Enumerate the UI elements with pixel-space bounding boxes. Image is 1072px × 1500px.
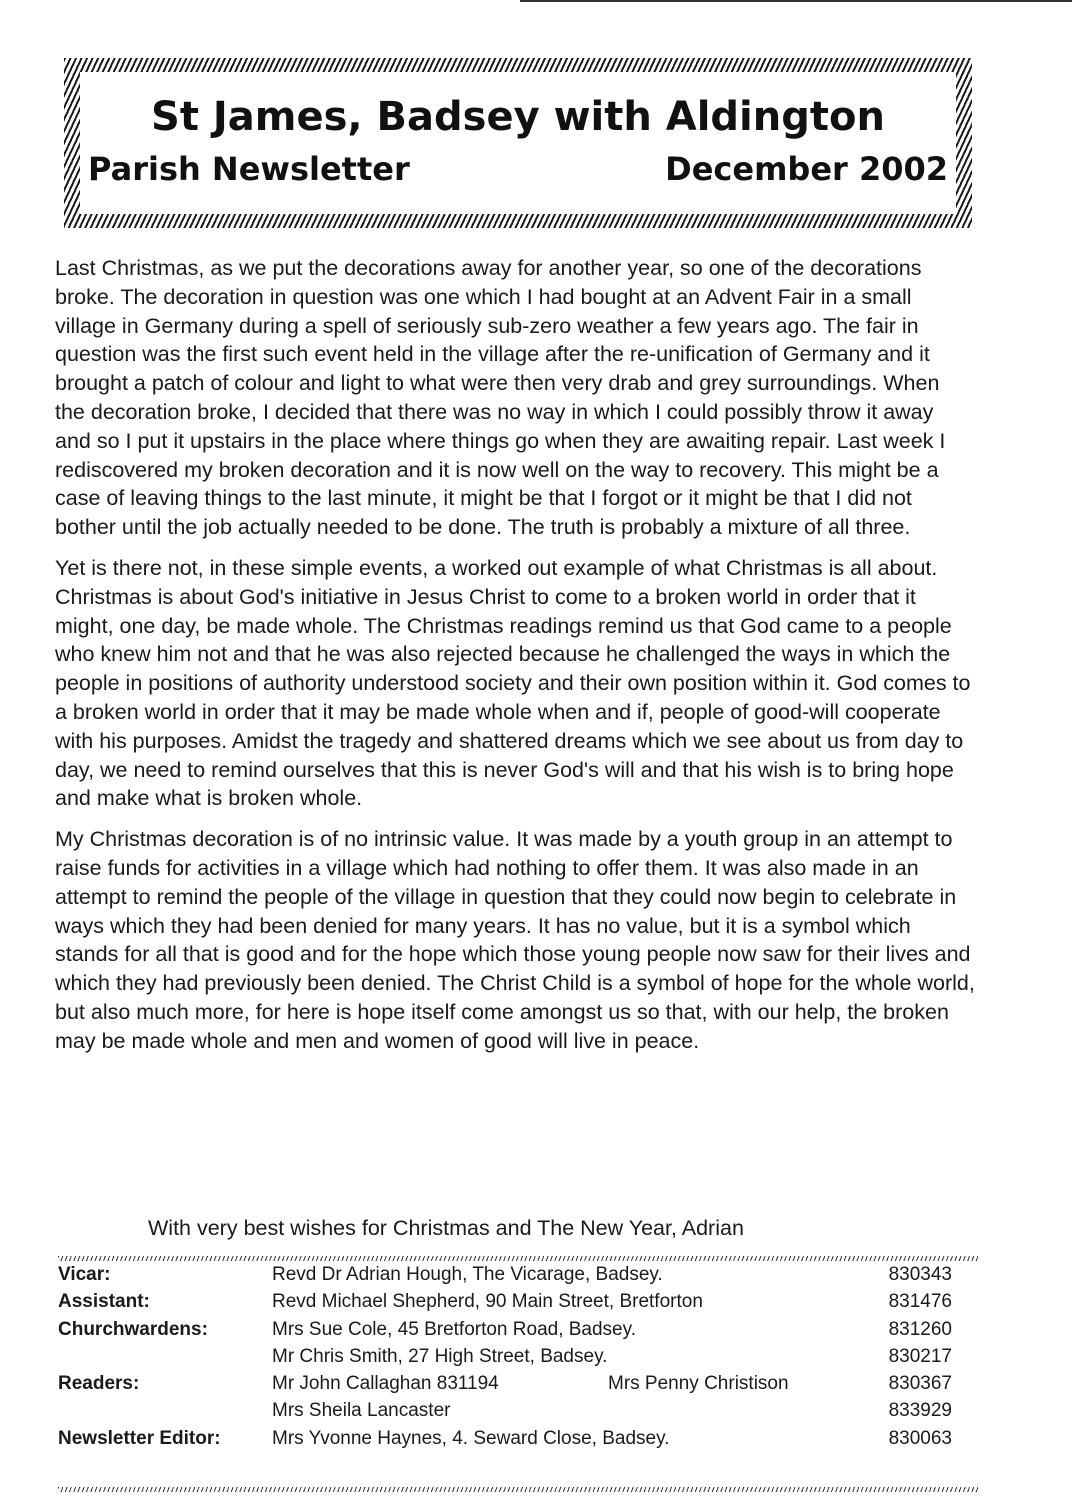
contact-details: Mr Chris Smith, 27 High Street, Badsey. bbox=[272, 1345, 608, 1367]
contacts-top-divider bbox=[58, 1256, 978, 1261]
contact-extra: Mrs Penny Christison bbox=[608, 1373, 789, 1395]
contacts-table bbox=[58, 1264, 958, 1455]
contacts-bottom-divider bbox=[58, 1487, 978, 1492]
masthead-box bbox=[64, 58, 972, 228]
contact-phone: 830343 bbox=[888, 1264, 952, 1285]
contact-details: Mr John Callaghan 831194 bbox=[272, 1373, 499, 1395]
contact-role: Newsletter Editor: bbox=[58, 1427, 221, 1449]
letter-body bbox=[55, 254, 975, 1068]
masthead-inner bbox=[80, 72, 956, 214]
contact-phone: 831260 bbox=[888, 1318, 952, 1340]
contact-phone: 830367 bbox=[888, 1373, 952, 1395]
top-edge-rule bbox=[520, 0, 1072, 2]
contact-role: Assistant: bbox=[58, 1291, 150, 1313]
contact-row bbox=[58, 1373, 958, 1400]
masthead-subtitle: Parish Newsletter bbox=[88, 150, 410, 188]
contact-details: Mrs Yvonne Haynes, 4. Seward Close, Badsey. bbox=[272, 1427, 670, 1449]
paragraph-2: Yet is there not, in these simple events, a worked out example of what Christmas is all about. Christmas is about God's initiative in Jesus Christ to come to a broken world in order that it might, one day, be made whole. The Christmas readings remind us that God came to a people who knew him not and that he was also rejected because he challenged the ways in which the people in positions of authority understood society and their own position within it. God comes to a broken world in order that it may be made whole when and if, people of good-will cooperate with his purposes. Amidst the tragedy and shattered dreams which we see about us from day to day, we need to remind ourselves that this is never God's will and that his wish is to bring hope and make what is broken whole. bbox=[55, 555, 971, 811]
contact-phone: 830063 bbox=[888, 1427, 952, 1449]
contact-row bbox=[58, 1319, 958, 1346]
contact-phone: 830217 bbox=[888, 1345, 952, 1367]
sign-off: With very best wishes for Christmas and The New Year, Adrian bbox=[148, 1216, 744, 1240]
masthead-title: St James, Badsey with Aldington bbox=[151, 94, 885, 140]
contact-phone: 831476 bbox=[888, 1291, 952, 1313]
contact-row bbox=[58, 1400, 958, 1427]
paragraph-3: My Christmas decoration is of no intrinsic value. It was made by a youth group in an attempt to raise funds for activities in a village which had nothing to offer them. It was also made in an attempt to remind the people of the village in question that they could now begin to celebrate in ways which they had been denied for many years. It has no value, but it is a symbol which stands for all that is good and for the hope which those young people now saw for their lives and which they had previously been denied. The Christ Child is a symbol of hope for the whole world, but also much more, for here is hope itself come amongst us so that, with our help, the broken may be made whole and men and women of good will live in peace. bbox=[55, 827, 975, 1053]
paragraph-1: Last Christmas, as we put the decorations away for another year, so one of the decorations broke. The decoration in question was one which I had bought at an Advent Fair in a small village in Germany during a spell of seriously sub-zero weather a few years ago. The fair in question was the first such event held in the village after the re-unification of Germany and it brought a patch of colour and light to what were then very drab and grey surroundings. When the decoration broke, I decided that there was no way in which I could possibly throw it away and so I put it upstairs in the place where things go when they are awaiting repair. Last week I rediscovered my broken decoration and it is now well on the way to recovery. This might be a case of leaving things to the last minute, it might be that I forgot or it might be that I did not bother until the job actually needed to be done. The truth is probably a mixture of all three. bbox=[55, 256, 946, 540]
masthead-date: December 2002 bbox=[665, 150, 948, 188]
contact-role: Vicar: bbox=[58, 1264, 111, 1285]
contact-role: Readers: bbox=[58, 1373, 140, 1395]
contact-details: Mrs Sheila Lancaster bbox=[272, 1400, 451, 1422]
contact-details: Revd Michael Shepherd, 90 Main Street, Bretforton bbox=[272, 1291, 703, 1313]
contact-row bbox=[58, 1264, 958, 1291]
contact-role: Churchwardens: bbox=[58, 1318, 208, 1340]
contact-details: Revd Dr Adrian Hough, The Vicarage, Badsey. bbox=[272, 1264, 663, 1285]
contact-row bbox=[58, 1428, 958, 1455]
contact-phone: 833929 bbox=[888, 1400, 952, 1422]
contact-row bbox=[58, 1291, 958, 1318]
contact-row bbox=[58, 1346, 958, 1373]
contact-details: Mrs Sue Cole, 45 Bretforton Road, Badsey. bbox=[272, 1318, 636, 1340]
